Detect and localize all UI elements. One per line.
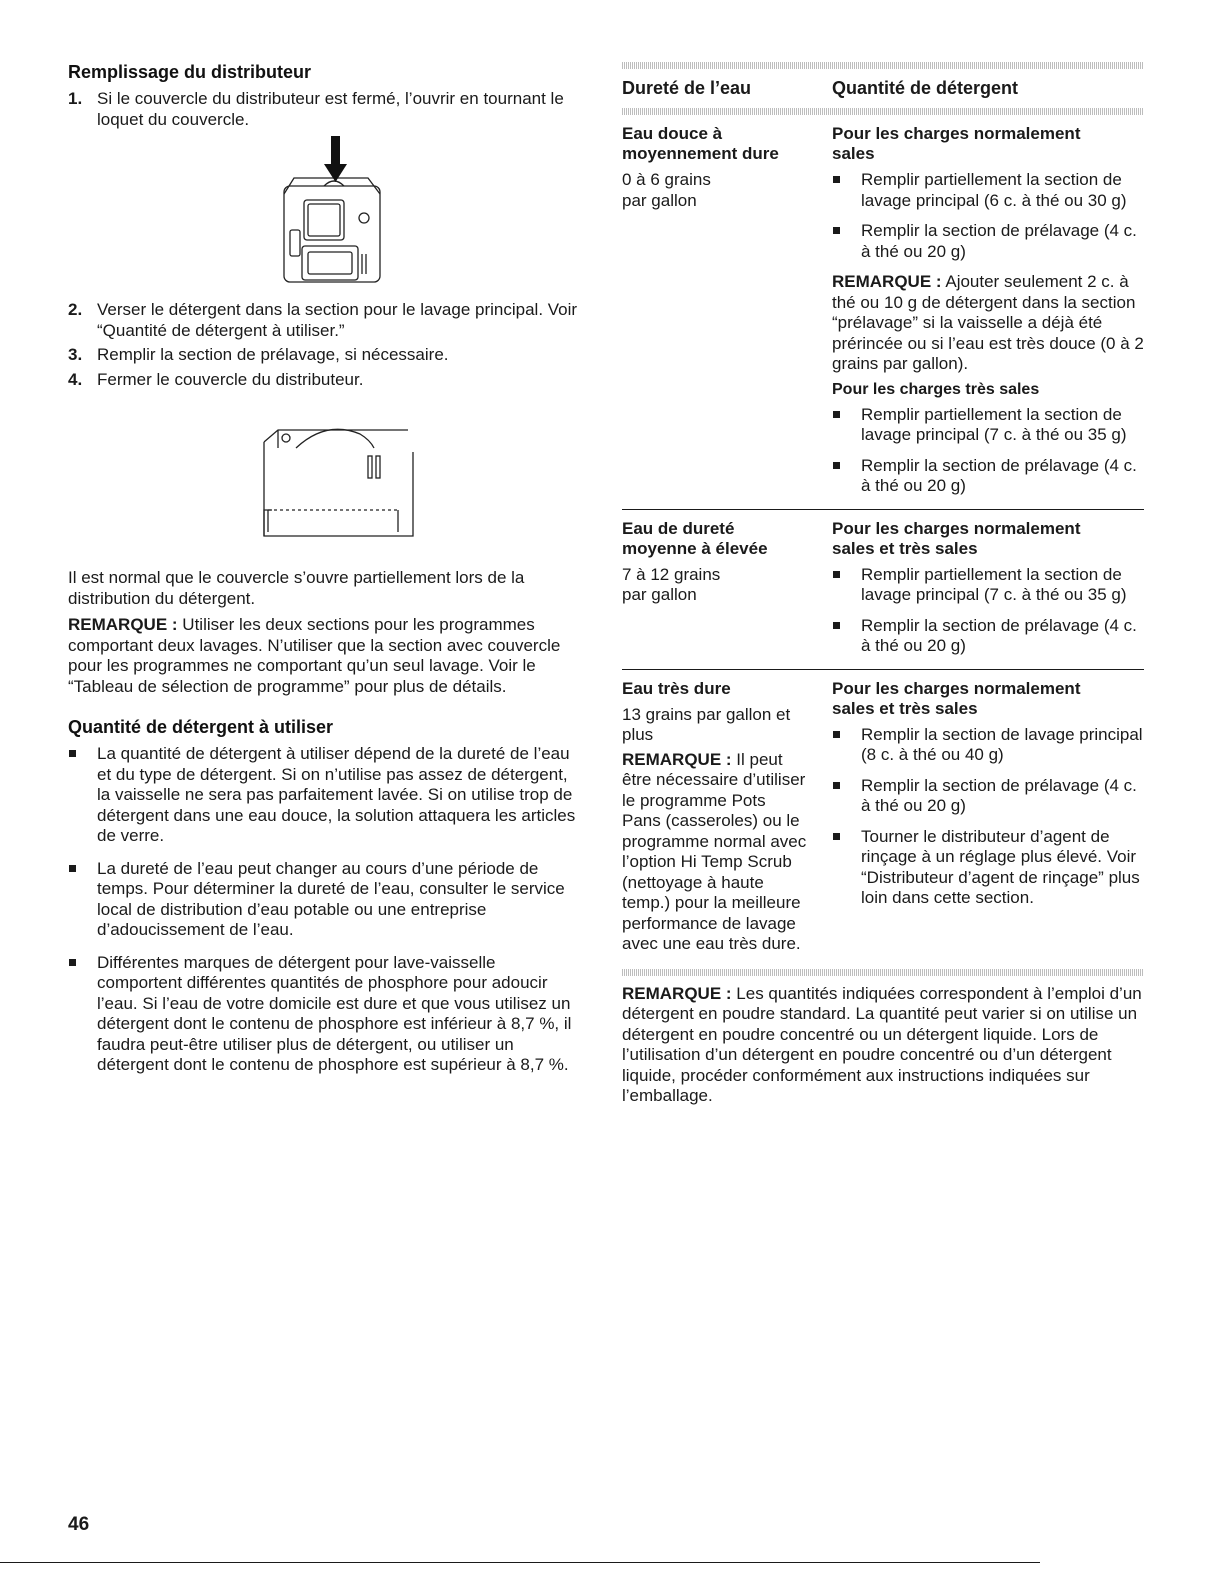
load-heading: Pour les charges normalement sales et très sales	[832, 678, 1081, 718]
filling-heading: Remplissage du distributeur	[68, 62, 312, 82]
hardness-remark: REMARQUE : Il peut être nécessaire d’utiliser le programme Pots Pans (casseroles) ou le programme normal avec l’option Hi Temp Scrub (nettoyage à haute temp.) pour la meilleure performance de lavage avec une eau très dure.	[622, 749, 807, 953]
hardness-cell	[622, 679, 832, 959]
table-bottom-rule	[622, 969, 1144, 976]
load-bullet: Remplir la section de prélavage (4 c. à thé ou 20 g)	[832, 776, 1144, 817]
hardness-title: Eau douce à moyennement dure	[622, 124, 779, 163]
hardness-desc: 13 grains par gallon et plus	[622, 704, 791, 744]
quantity-bullet-2: La dureté de l’eau peut changer au cours d’une période de temps. Pour déterminer la dureté de l’eau, consulter le service local de distribution d’eau potable ou une entreprise d’adoucissement de l’eau.	[68, 859, 583, 941]
load-heading: Pour les charges normalement sales et très sales	[832, 518, 1081, 558]
filling-steps-continued	[68, 300, 583, 390]
hardness-desc: 7 à 12 grains par gallon	[622, 564, 721, 604]
quantity-bullets	[68, 744, 583, 1076]
load-bullet: Remplir la section de prélavage (4 c. à thé ou 20 g)	[832, 221, 1144, 262]
hardness-title: Eau très dure	[622, 678, 731, 698]
table-footnote: REMARQUE : Les quantités indiquées correspondent à l’emploi d’un détergent en poudre standard. La quantité peut varier si on utilise un détergent en poudre concentré ou un détergent liquide. Lors de l’utilisation d’un détergent en poudre concentré ou d’un détergent liquide, procéder conformément aux instructions indiquées sur l’emballage.	[622, 983, 1142, 1105]
load-heading-heavy: Pour les charges très sales	[832, 380, 1040, 398]
dispenser-open-illustration	[68, 134, 583, 292]
bottom-rule	[0, 1562, 1040, 1563]
hardness-cell	[622, 519, 832, 659]
load-bullet: Remplir la section de prélavage (4 c. à thé ou 20 g)	[832, 616, 1144, 657]
step-4: 4. Fermer le couvercle du distributeur.	[68, 369, 364, 389]
load-bullets-heavy	[832, 405, 1144, 497]
hardness-desc: 0 à 6 grains par gallon	[622, 170, 711, 210]
quantity-cell	[832, 519, 1144, 659]
step-3: 3. Remplir la section de prélavage, si nécessaire.	[68, 345, 449, 364]
step-2: 2. Verser le détergent dans la section pour le lavage principal. Voir “Quantité de détergent à utiliser.”	[68, 300, 578, 340]
load-bullets	[832, 725, 1144, 909]
table-header-rule	[622, 108, 1144, 115]
load-bullet: Remplir partiellement la section de lavage principal (7 c. à thé ou 35 g)	[832, 565, 1144, 606]
quantity-bullet-1: La quantité de détergent à utiliser dépend de la dureté de l’eau et du type de détergent. Si on n’utilise pas assez de détergent, la vaisselle ne sera pas parfaitement lavée. Si on utilise trop de détergent dans une eau douce, la solution attaquera les articles de verre.	[68, 744, 583, 847]
row-remark: REMARQUE : Ajouter seulement 2 c. à thé ou 10 g de détergent dans la section “prélavage” si la vaisselle a déjà été prérincée ou si l’eau est très douce (0 à 2 grains par gallon).	[832, 272, 1144, 373]
header-quantity: Quantité de détergent	[832, 78, 1019, 98]
dispenser-closed-illustration	[68, 408, 583, 542]
load-bullets	[832, 170, 1144, 262]
load-heading: Pour les charges normalement sales	[832, 124, 1081, 163]
page-number: 46	[68, 1514, 90, 1535]
load-bullet: Remplir partiellement la section de lavage principal (6 c. à thé ou 30 g)	[832, 170, 1144, 211]
hardness-title: Eau de dureté moyenne à élevée	[622, 518, 768, 558]
table-top-rule	[622, 62, 1144, 69]
load-bullet: Remplir la section de lavage principal (8 c. à thé ou 40 g)	[832, 725, 1144, 766]
quantity-cell	[832, 124, 1144, 499]
quantity-heading: Quantité de détergent à utiliser	[68, 717, 334, 737]
hardness-cell	[622, 124, 832, 499]
header-hardness: Dureté de l’eau	[622, 78, 752, 98]
quantity-cell	[832, 679, 1144, 959]
table-row	[622, 510, 1144, 670]
load-bullet: Remplir partiellement la section de lavage principal (7 c. à thé ou 35 g)	[832, 405, 1144, 446]
step-1: 1. Si le couvercle du distributeur est fermé, l’ouvrir en tournant le loquet du couvercle.	[68, 89, 564, 129]
left-column	[68, 62, 583, 1088]
load-bullet: Tourner le distributeur d’agent de rinçage à un réglage plus élevé. Voir “Distributeur d’agent de rinçage” plus loin dans cette section.	[832, 827, 1144, 909]
normal-opening-text: Il est normal que le couvercle s’ouvre partiellement lors de la distribution du détergent.	[68, 568, 525, 608]
detergent-table	[622, 62, 1144, 1107]
load-bullets	[832, 565, 1144, 657]
dispenser-remark: REMARQUE : Utiliser les deux sections pour les programmes comportant deux lavages. N’utiliser que la section avec couvercle pour les programmes ne comportant qu’un seul lavage. Voir le “Tableau de sélection de programme” pour plus de détails.	[68, 615, 561, 696]
filling-steps	[68, 89, 583, 130]
table-row	[622, 670, 1144, 969]
table-row	[622, 115, 1144, 510]
quantity-bullet-3: Différentes marques de détergent pour lave-vaisselle comportent différentes quantités de phosphore pour adoucir l’eau. Si l’eau de votre domicile est dure et que vous utilisez un détergent dont le contenu de phosphore est inférieur à 8,7 %, il faudra peut-être utiliser plus de détergent, ou utiliser un détergent dont le contenu de phosphore est supérieur à 8,7 %.	[68, 953, 583, 1076]
table-header	[622, 69, 1144, 108]
load-bullet: Remplir la section de prélavage (4 c. à thé ou 20 g)	[832, 456, 1144, 497]
